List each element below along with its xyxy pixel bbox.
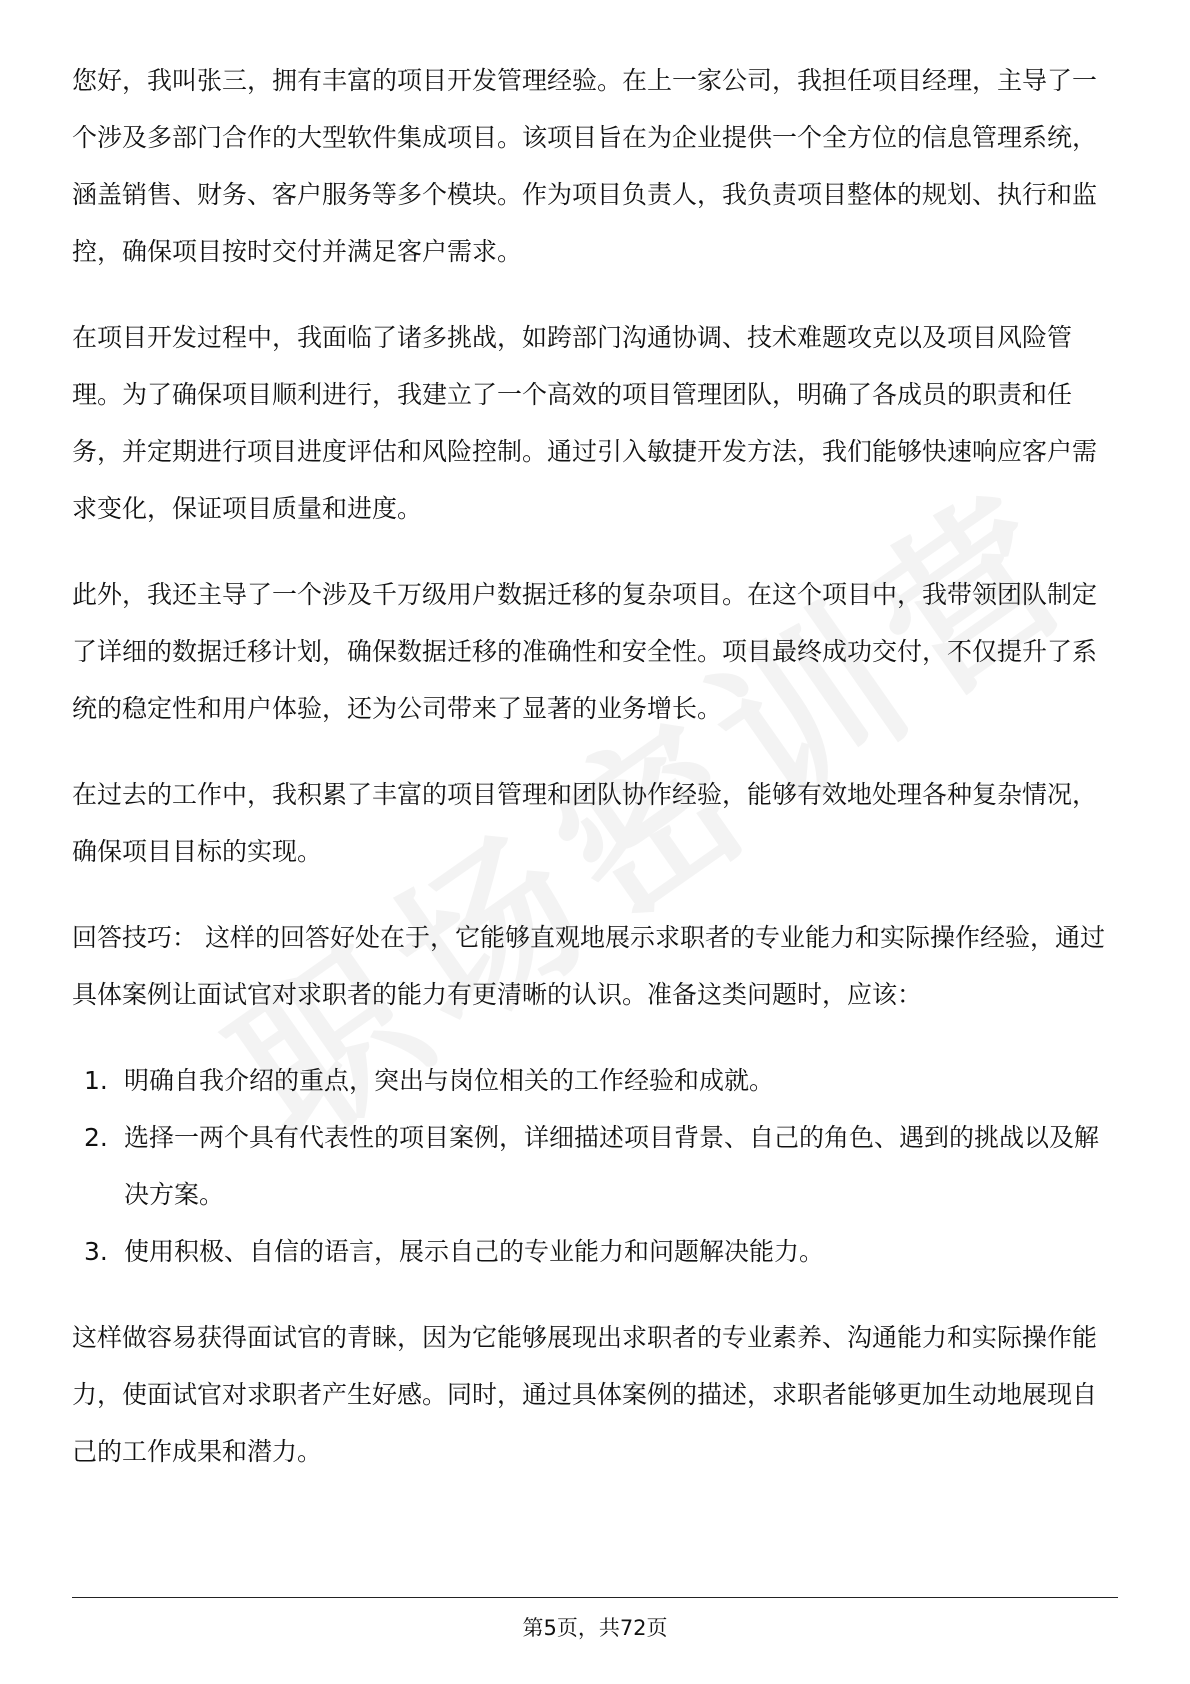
footer-divider xyxy=(72,1597,1118,1598)
list-item-number: 1. xyxy=(84,1066,108,1095)
page-number: 第5页，共72页 xyxy=(522,1616,668,1640)
paragraph-data-migration: 此外，我还主导了一个涉及千万级用户数据迁移的复杂项目。在这个项目中，我带领团队制定了详细的数据迁移计划，确保数据迁移的准确性和安全性。项目最终成功交付，不仅提升了系统的稳定性和用户体验，还为公司带来了显著的业务增长。 xyxy=(72,580,1098,723)
list-item xyxy=(72,1052,1118,1109)
list-item-number: 3. xyxy=(84,1237,108,1266)
document-body xyxy=(72,52,1118,1480)
paragraph-answer-tips: 回答技巧： 这样的回答好处在于，它能够直观地展示求职者的专业能力和实际操作经验，通过具体案例让面试官对求职者的能力有更清晰的认识。准备这类问题时，应该： xyxy=(72,923,1105,1009)
paragraph-challenges: 在项目开发过程中，我面临了诸多挑战，如跨部门沟通协调、技术难题攻克以及项目风险管理。为了确保项目顺利进行，我建立了一个高效的项目管理团队，明确了各成员的职责和任务，并定期进行项目进度评估和风险控制。通过引入敏捷开发方法，我们能够快速响应客户需求变化，保证项目质量和进度。 xyxy=(72,323,1098,523)
tips-list xyxy=(72,1052,1118,1280)
paragraph-conclusion: 这样做容易获得面试官的青睐，因为它能够展现出求职者的专业素养、沟通能力和实际操作能力，使面试官对求职者产生好感。同时，通过具体案例的描述，求职者能够更加生动地展现自己的工作成果和潜力。 xyxy=(72,1323,1098,1466)
list-item xyxy=(72,1223,1118,1280)
paragraph-experience: 在过去的工作中，我积累了丰富的项目管理和团队协作经验，能够有效地处理各种复杂情况，确保项目目标的实现。 xyxy=(72,780,1098,866)
list-item-text: 使用积极、自信的语言，展示自己的专业能力和问题解决能力。 xyxy=(124,1237,825,1266)
list-item-text: 明确自我介绍的重点，突出与岗位相关的工作经验和成就。 xyxy=(124,1066,775,1095)
list-item xyxy=(72,1109,1118,1223)
paragraph-intro: 您好，我叫张三，拥有丰富的项目开发管理经验。在上一家公司，我担任项目经理，主导了一个涉及多部门合作的大型软件集成项目。该项目旨在为企业提供一个全方位的信息管理系统，涵盖销售、财务、客户服务等多个模块。作为项目负责人，我负责项目整体的规划、执行和监控，确保项目按时交付并满足客户需求。 xyxy=(72,66,1098,266)
list-item-text: 选择一两个具有代表性的项目案例，详细描述项目背景、自己的角色、遇到的挑战以及解决方案。 xyxy=(124,1123,1100,1209)
list-item-number: 2. xyxy=(84,1123,108,1152)
